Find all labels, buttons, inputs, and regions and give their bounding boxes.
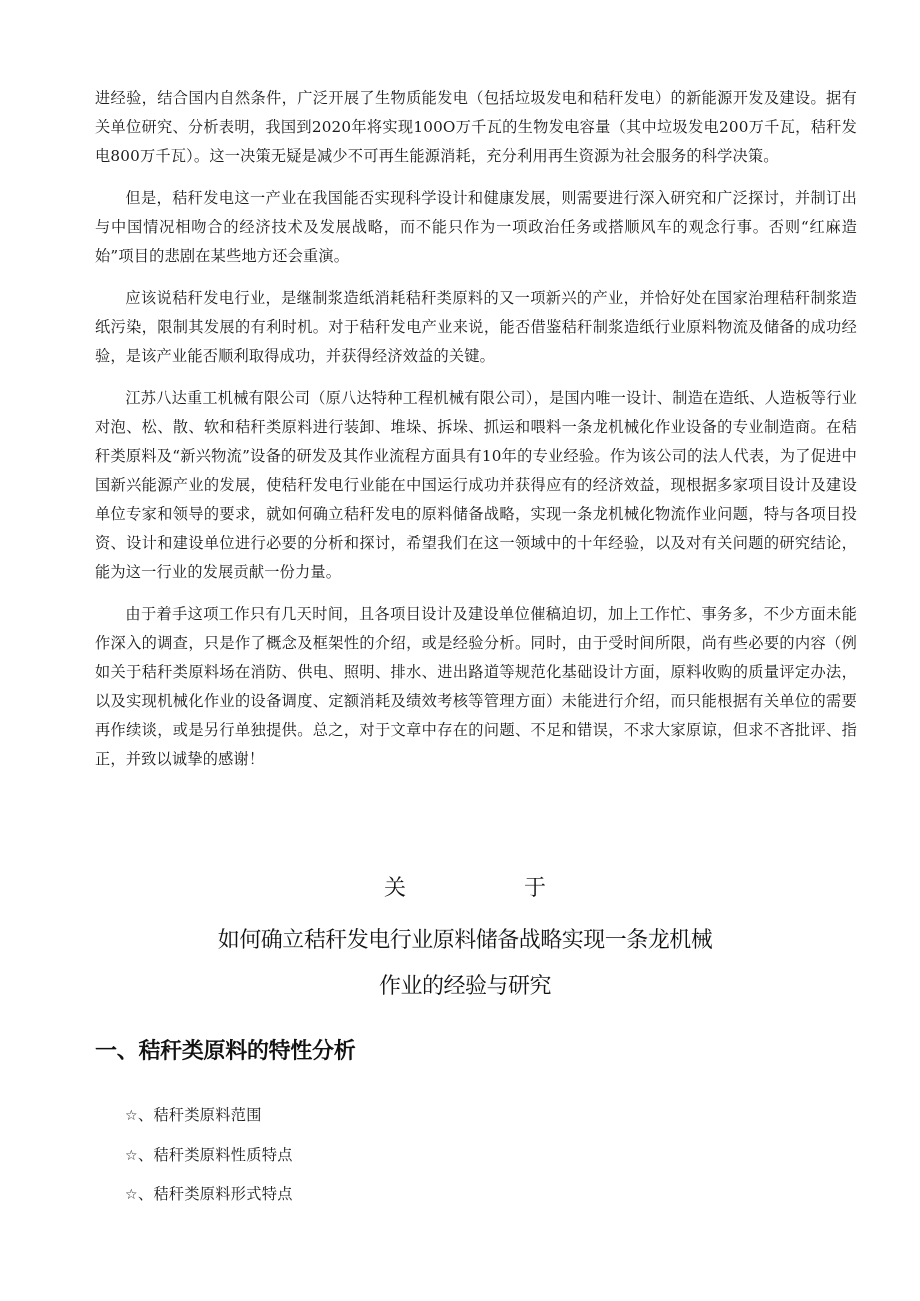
list-item-text: 、秸秆类原料性质特点 — [137, 1145, 293, 1164]
document-title — [95, 872, 835, 1004]
star-icon: ☆ — [125, 1108, 138, 1124]
title-about-right: 于 — [524, 876, 547, 901]
title-about — [95, 872, 835, 906]
paragraph-intro-continuation: 进经验，结合国内自然条件，广泛开展了生物质能发电（包括垃圾发电和秸秆发电）的新能源开发及建设。据有关单位研究、分析表明，我国到2020年将实现100O万千瓦的生物发电容量（其中垃圾发电200万千瓦，秸秆发电800万千瓦）。这一决策无疑是减少不可再生能源消耗，充分利用再生资源为社会服务的科学决策。 — [95, 89, 857, 165]
section-heading: 一、秸秆类原料的特性分析 — [95, 1039, 356, 1064]
title-line-1: 如何确立秸秆发电行业原料储备战略实现一条龙机械 — [217, 928, 713, 953]
list-item — [125, 1096, 293, 1136]
title-about-left: 关 — [383, 876, 406, 901]
paragraph-disclaimer: 由于着手这项工作只有几天时间，且各项目设计及建设单位催稿迫切，加上工作忙、事务多，不少方面未能作深入的调查，只是作了概念及框架性的介绍，或是经验分析。同时，由于受时间所限，尚有些必要的内容（例如关于秸秆类原料场在消防、供电、照明、排水、进出路道等规范化基础设计方面，原料收购的质量评定办法，以及实现机械化作业的设备调度、定额消耗及绩效考核等管理方面）未能进行介绍，而只能根据有关单位的需要再作续谈，或是另行单独提供。总之，对于文章中存在的问题、不足和错误，不求大家原谅，但求不吝批评、指正，并致以诚挚的感谢！ — [95, 605, 857, 768]
star-icon: ☆ — [125, 1187, 138, 1203]
paragraph-policy-discussion: 但是，秸秆发电这一产业在我国能否实现科学设计和健康发展，则需要进行深入研究和广泛探讨，并制订出与中国情况相吻合的经济技术及发展战略，而不能只作为一项政治任务或搭顺风车的观念行事。否则“红麻造始”项目的悲剧在某些地方还会重演。 — [95, 189, 857, 265]
section-bullet-list — [125, 1096, 293, 1215]
paragraph-industry-opportunity: 应该说秸秆发电行业，是继制浆造纸消耗秸秆类原料的又一项新兴的产业，并恰好处在国家治理秸秆制浆造纸污染，限制其发展的有利时机。对于秸秆发电产业来说，能否借鉴秸秆制浆造纸行业原料物流及储备的成功经验，是该产业能否顺利取得成功，并获得经济效益的关键。 — [95, 289, 857, 365]
list-item — [125, 1175, 293, 1215]
title-line-2: 作业的经验与研究 — [378, 974, 551, 999]
list-item-text: 、秸秆类原料范围 — [137, 1106, 262, 1124]
document-body — [95, 84, 857, 787]
list-item — [125, 1136, 293, 1176]
paragraph-company-intro: 江苏八达重工机械有限公司（原八达特种工程机械有限公司），是国内唯一设计、制造在造纸、人造板等行业对泡、松、散、软和秸秆类原料进行装卸、堆垛、拆垛、抓运和喂料一条龙机械化作业设备的专业制造商。在秸秆类原料及“新兴物流”设备的研发及其作业流程方面具有10年的专业经验。作为该公司的法人代表，为了促进中国新兴能源产业的发展，使秸秆发电行业能在中国运行成功并获得应有的经济效益，现根据多家项目设计及建设单位专家和领导的要求，就如何确立秸秆发电的原料储备战略，实现一条龙机械化物流作业问题，特与各项目投资、设计和建设单位进行必要的分析和探讨，希望我们在这一领域中的十年经验，以及对有关问题的研究结论，能为这一行业的发展贡献一份力量。 — [95, 389, 857, 581]
star-icon: ☆ — [125, 1147, 138, 1164]
list-item-text: 、秸秆类原料形式特点 — [137, 1185, 293, 1203]
